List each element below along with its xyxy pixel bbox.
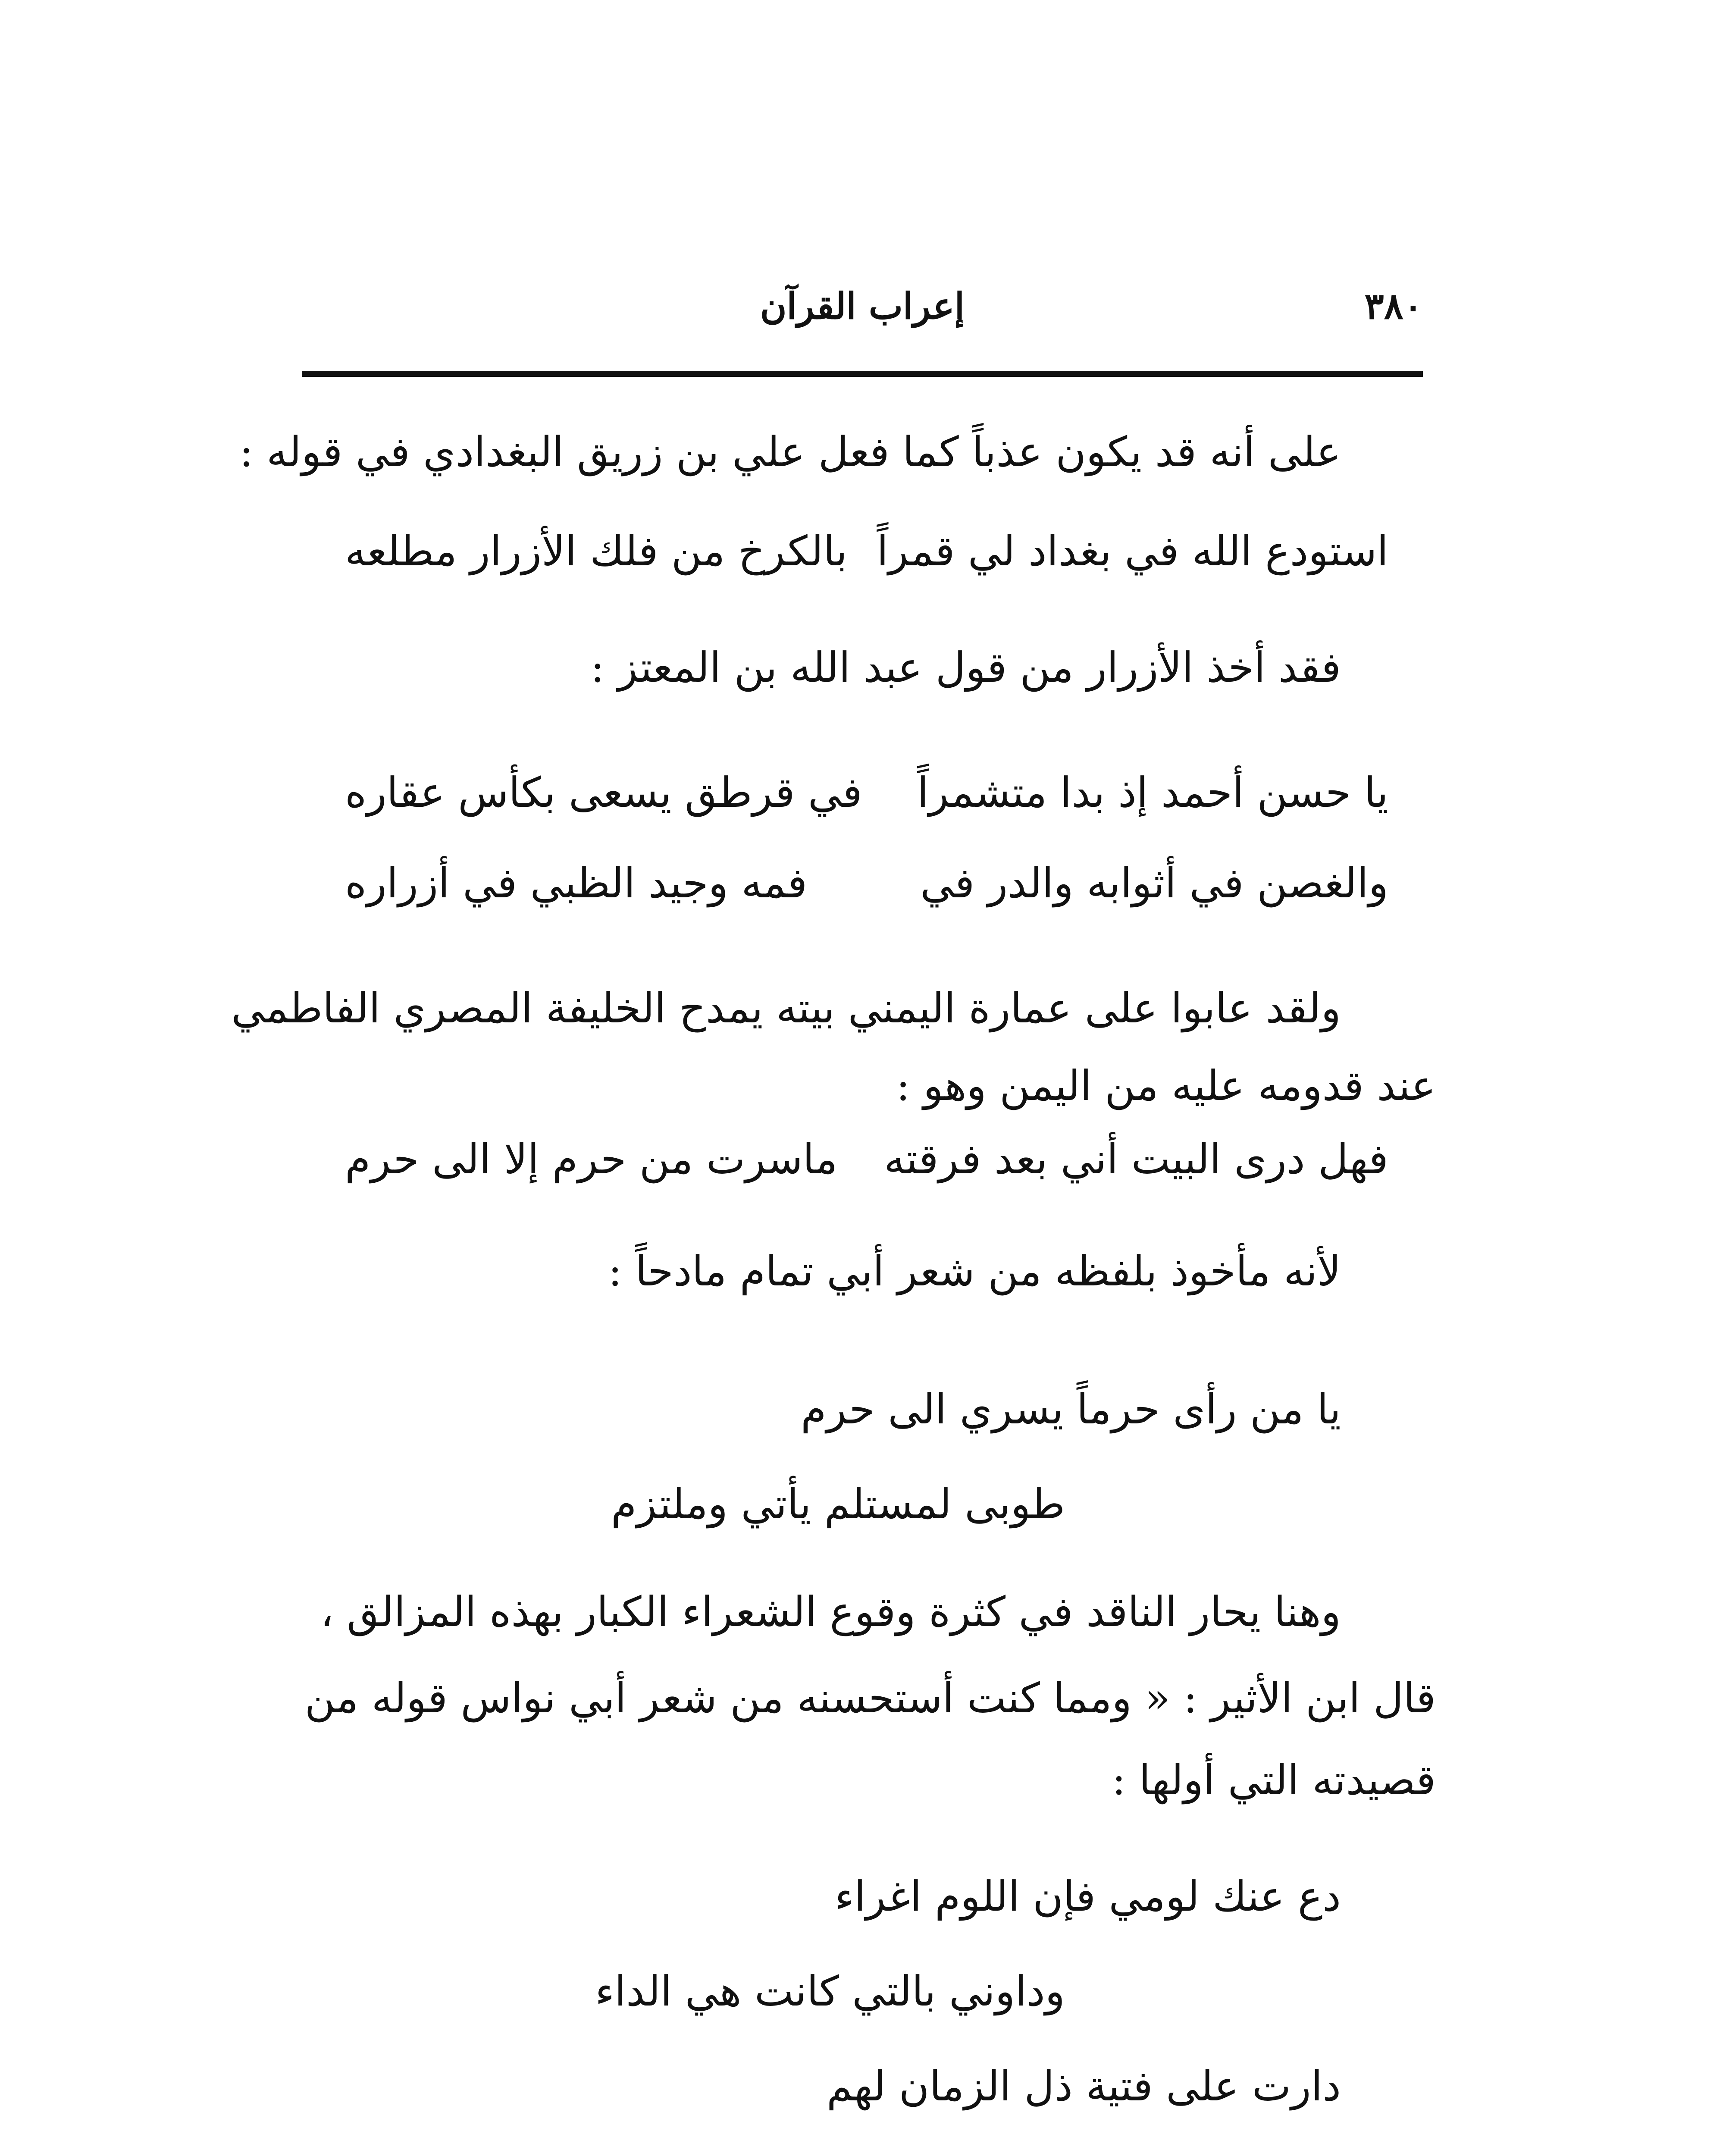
paragraph-ibn-almutazz: فقد أخذ الأزرار من قول عبد الله بن المعتز : [590,643,1341,692]
page-header [302,285,1423,345]
verse-6-line-2: وداوني بالتي كانت هي الداء [595,1967,1065,2015]
paragraph-umara-line-1: ولقد عابوا على عمارة اليمني بيته يمدح الخليفة المصري الفاطمي [231,984,1341,1032]
verse-3-second-hemistich: فمه وجيد الظبي في أزراره [345,859,808,907]
verse-5-line-2: طوبى لمستلم يأتي وملتزم [611,1480,1065,1528]
paragraph-critic-line-1: وهنا يحار الناقد في كثرة وقوع الشعراء الكبار بهذه المزالق ، [320,1588,1341,1636]
verse-1-first-hemistich: استودع الله في بغداد لي قمراً [877,527,1388,575]
verse-7-line-1: دارت على فتية ذل الزمان لهم [826,2062,1341,2110]
paragraph-umara-line-2: عند قدومه عليه من اليمن وهو : [896,1062,1436,1110]
running-title: إعراب القرآن [760,285,965,327]
verse-2-second-hemistich: في قرطق يسعى بكأس عقاره [345,768,862,817]
verse-1-second-hemistich: بالكرخ من فلك الأزرار مطلعه [345,527,848,575]
verse-4-first-hemistich: فهل درى البيت أني بعد فرقته [884,1135,1388,1183]
verse-4-second-hemistich: ماسرت من حرم إلا الى حرم [345,1135,838,1183]
verse-3-first-hemistich: والغصن في أثوابه والدر في [920,859,1388,907]
paragraph-abu-tammam: لأنه مأخوذ بلفظه من شعر أبي تمام مادحاً : [608,1247,1341,1295]
verse-5-line-1: يا من رأى حرماً يسري الى حرم [801,1385,1341,1433]
verse-2-first-hemistich: يا حسن أحمد إذ بدا متشمراً [917,768,1388,817]
verse-4 [345,1135,1388,1190]
paragraph-critic-line-2: قال ابن الأثير : « ومما كنت أستحسنه من شعر أبي نواس قوله من [304,1674,1436,1722]
page-number: ٣٨٠ [1364,285,1423,327]
verse-2 [345,768,1388,824]
header-rule [302,371,1423,377]
verse-6-line-1: دع عنك لومي فإن اللوم اغراء [834,1872,1341,1921]
verse-3 [345,859,1388,914]
paragraph-critic-line-3: قصيدته التي أولها : [1112,1756,1436,1804]
paragraph-intro: على أنه قد يكون عذباً كما فعل علي بن زريق البغدادي في قوله : [239,428,1341,476]
verse-1 [345,527,1388,582]
